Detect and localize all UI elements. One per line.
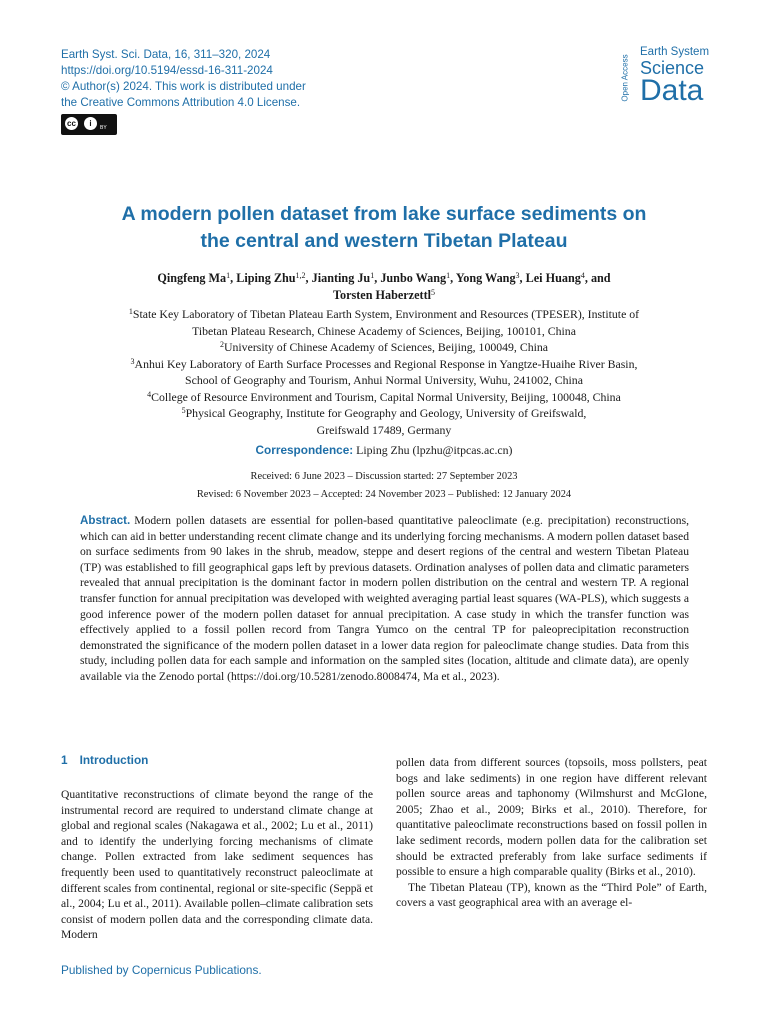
author-affil-sup: 3 [515, 271, 520, 280]
author-name: Lei Huang [525, 271, 581, 285]
title-line1: A modern pollen dataset from lake surface sediments on [121, 203, 647, 225]
citation-block [61, 47, 306, 111]
body-column-left [61, 787, 373, 943]
cc-by-license-icon[interactable] [61, 114, 117, 135]
title-line2: the central and western Tibetan Plateau [200, 230, 568, 252]
abstract-label: Abstract. [80, 514, 131, 527]
dates-published: Revised: 6 November 2023 – Accepted: 24 November 2023 – Published: 12 January 2024 [196, 488, 572, 500]
body-paragraph: The Tibetan Plateau (TP), known as the “Third Pole” of Earth, covers a vast geographical area with an average el- [396, 880, 707, 910]
journal-logo-line2: Science [640, 58, 705, 78]
author-affil-sup: 1 [446, 271, 451, 280]
author-name: Jianting Ju [311, 271, 371, 285]
author-name: Torsten Haberzettl [332, 288, 432, 302]
author-affil-sup: 4 [580, 271, 585, 280]
correspondence [60, 443, 708, 458]
affiliation-4: $^4$College of Resource Environment and Tourism, Capital Normal University, Beijing, 100048, China [147, 389, 621, 404]
section-title: Introduction [79, 753, 149, 767]
citation-license-link[interactable]: the Creative Commons Attribution 4.0 License. [61, 96, 301, 109]
by-label: BY [100, 125, 107, 131]
correspondence-email-link[interactable]: Liping Zhu (lpzhu@itpcas.ac.cn) [356, 443, 513, 457]
attribution-icon: i [84, 117, 97, 130]
author-name: Yong Wang [455, 271, 516, 285]
citation-journal: Earth Syst. Sci. Data, 16, 311–320, 2024 [61, 48, 271, 61]
author-affil-sup: 1 [370, 271, 375, 280]
affiliation-2: $^2$University of Chinese Academy of Sciences, Beijing, 100049, China [219, 340, 549, 354]
affiliation-5-cont: Greifswald 17489, Germany [316, 422, 452, 437]
cc-icon: cc [65, 117, 78, 130]
affiliation-1-cont: Tibetan Plateau Research, Chinese Academy of Sciences, Beijing, 100101, China [192, 323, 576, 338]
citation-copyright: © Author(s) 2024. This work is distributed under [61, 80, 306, 93]
affiliation-5: $^5$Physical Geography, Institute for Geography and Geology, University of Greifswald, [181, 406, 587, 420]
correspondence-label: Correspondence: [255, 443, 354, 457]
section-heading [61, 753, 148, 767]
dates-received: Received: 6 June 2023 – Discussion started: 27 September 2023 [250, 471, 518, 482]
author-affil-sup: 5 [431, 288, 436, 297]
abstract-text: Modern pollen datasets are essential for pollen-based quantitative paleoclimate (e.g. precipitation) reconstructions, which can aid in better understanding recent climate change and its underlying forcing mechanisms. A modern pollen dataset based on surface sediments from 90 lakes in the shrub, meadow, steppe and desert regions of the central and western Tibetan Plateau (TP) was established to fill geographical gaps left by previous datasets. Ordination analyses of pollen data and climatic parameters revealed that annual precipitation is the dominant factor in modern pollen distribution on the central and western TP. A regional transfer function for annual precipitation was developed with weighted averaging partial least squares (WA-PLS), which suggests a good inference power of the modern pollen dataset for annual precipitation. A case study in which the transfer function was effectively applied to a fossil pollen record from Tangra Yumco on the central TP for paleoprecipitation reconstruction demonstrated the significance of the modern pollen dataset in a lower data region for paleoclimate change studies. Data from this study, including pollen data for each sample and information on the sampled sites (location, altitude and climate data), are openly available via the Zenodo portal (https://doi.org/10.5281/zenodo.8008474, Ma et al., 2023). [80, 514, 689, 683]
section-number: 1 [61, 753, 68, 767]
body-paragraph: pollen data from different sources (topsoils, moss pollsters, peat bogs and lake sediments) in one region have different relevant pollen source areas and taphonomy (Wilmshurst and McGlone, 2005; Zhao et al., 2009; Birks et al., 2010). Therefore, for quantitative paleoclimate reconstructions based on fossil pollen in lake sediment records, modern pollen data for the calibration set should be extracted preferably from lake surface sediments if possible to ensure a high comparable quality (Birks et al., 2010). [396, 756, 707, 879]
author-name: Junbo Wang [380, 271, 447, 285]
abstract [80, 513, 689, 685]
paper-title [60, 201, 708, 255]
citation-doi-link[interactable]: https://doi.org/10.5194/essd-16-311-2024 [61, 64, 273, 77]
publication-dates [60, 468, 708, 503]
open-access-label: Open Access [620, 54, 630, 102]
author-affil-sup: 1,2 [295, 271, 306, 280]
journal-logo-line3: Data [640, 74, 704, 107]
body-column-right [396, 755, 707, 911]
affiliation-3: $^3$Anhui Key Laboratory of Earth Surface Processes and Regional Response in Yangtze-Huaihe River Basin, [130, 356, 638, 371]
author-name: Liping Zhu [236, 271, 296, 285]
affiliations [60, 306, 708, 438]
author-name: Qingfeng Ma [157, 271, 227, 285]
author-affil-sup: 1 [226, 271, 231, 280]
publisher-footer: Published by Copernicus Publications. [61, 963, 262, 977]
affiliation-3-cont: School of Geography and Tourism, Anhui Normal University, Wuhu, 241002, China [185, 373, 583, 387]
body-paragraph: Quantitative reconstructions of climate beyond the range of the instrumental record are required to understand climate change at global and regional scales (Nakagawa et al., 2002; Lu et al., 2011) and to identify the underlying forcing mechanisms of climate change. Pollen extracted from lake sediment sequences has frequently been used to quantitatively reconstruct paleoclimate at different scales from continental, regional or site-specific (Seppä et al., 2004; Lu et al., 2011). Available pollen–climate calibration sets consist of modern pollen data and the corresponding climate data. Modern [61, 788, 373, 942]
author-list: Qingfeng Ma$^1$, Liping Zhu$^{1,2}$, Jianting Ju$^1$, Junbo Wang$^1$, Yong Wang$^3$, Lei Huang$^4$, and Torsten Haberzettl$^5$ [157, 271, 611, 302]
journal-logo [620, 46, 715, 110]
journal-logo-line1: Earth System [640, 46, 710, 58]
affiliation-1: $^1$State Key Laboratory of Tibetan Plateau Earth System, Environment and Resources (TPESER), Institute of [128, 307, 640, 321]
